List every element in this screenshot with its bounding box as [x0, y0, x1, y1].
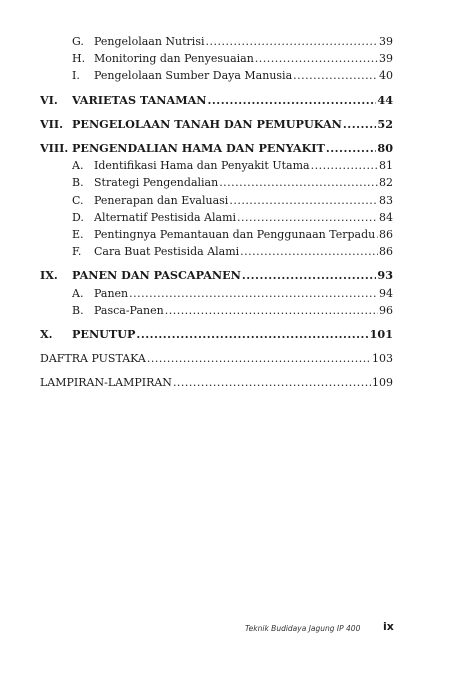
dot-leader — [136, 326, 368, 343]
toc-bibliography[interactable] — [40, 350, 393, 367]
dot-leader — [205, 33, 378, 50]
toc-entry-page: 96 — [379, 303, 393, 317]
appendix-page: 109 — [372, 376, 393, 390]
toc-entry-i[interactable] — [40, 67, 393, 84]
toc-entry-ix-a[interactable] — [40, 285, 393, 302]
toc-entry-page: 84 — [379, 210, 393, 224]
toc-entry-title: Penerapan dan Evaluasi — [94, 193, 229, 207]
toc-entry-title: Pentingnya Pemantauan dan Penggunaan Terpadu — [94, 228, 376, 242]
toc-chapter-x[interactable] — [40, 326, 393, 343]
toc-entry-h[interactable] — [40, 50, 393, 67]
toc-entry-page: 40 — [379, 69, 393, 83]
footer-page-number: ix — [383, 620, 394, 633]
toc-entry-letter: A. — [72, 286, 84, 300]
toc-entry-title: Identifikasi Hama dan Penyakit Utama — [94, 159, 310, 173]
dot-leader — [293, 67, 378, 84]
chapter-title: VARIETAS TANAMAN — [72, 92, 207, 107]
footer-book-title: Teknik Budidaya Jagung IP 400 — [245, 624, 361, 633]
toc-entry-letter: D. — [72, 210, 84, 224]
chapter-title: PENGELOLAAN TANAH DAN PEMUPUKAN — [72, 116, 342, 131]
toc-entry-letter: A. — [72, 159, 84, 173]
dot-leader — [240, 243, 378, 260]
dot-leader — [165, 302, 378, 319]
dot-leader — [242, 267, 377, 284]
dot-leader — [208, 92, 377, 109]
toc-entry-viii-c[interactable] — [40, 192, 393, 209]
toc-chapter-viii[interactable] — [40, 140, 393, 157]
chapter-title: PENUTUP — [72, 327, 136, 342]
toc-entry-viii-d[interactable] — [40, 209, 393, 226]
chapter-page: 80 — [377, 141, 393, 156]
chapter-page: 101 — [369, 327, 393, 342]
toc-entry-title: Pengelolaan Nutrisi — [94, 35, 205, 48]
toc-entry-viii-b[interactable] — [40, 174, 393, 191]
dot-leader — [326, 140, 377, 157]
toc-entry-letter: B. — [72, 176, 84, 190]
toc-entry-title: Alternatif Pestisida Alami — [94, 210, 237, 224]
toc-entry-page: 39 — [379, 52, 393, 66]
toc-chapter-ix[interactable] — [40, 267, 393, 284]
toc-entry-letter: E. — [72, 228, 84, 242]
appendix-title: LAMPIRAN-LAMPIRAN — [40, 376, 172, 390]
toc-entry-page: 83 — [379, 193, 393, 207]
dot-leader — [376, 226, 378, 243]
toc-entry-viii-e[interactable] — [40, 226, 393, 243]
toc-entry-viii-a[interactable] — [40, 157, 393, 174]
toc-entry-letter: F. — [72, 245, 82, 259]
dot-leader — [129, 285, 378, 302]
chapter-number: VI. — [40, 92, 58, 107]
chapter-number: VIII. — [40, 141, 69, 156]
chapter-title: PENGENDALIAN HAMA DAN PENYAKIT — [72, 141, 325, 156]
toc-entry-page: 39 — [379, 35, 393, 48]
toc-chapter-vii[interactable] — [40, 116, 393, 133]
toc-entry-title: Cara Buat Pestisida Alami — [94, 245, 240, 259]
toc-entry-letter: I. — [72, 69, 80, 83]
toc-appendix[interactable] — [40, 374, 393, 391]
dot-leader — [147, 350, 371, 367]
toc-entry-page: 86 — [379, 245, 393, 259]
chapter-page: 93 — [377, 268, 393, 283]
bibliography-page: 103 — [372, 352, 393, 366]
toc-entry-g[interactable] — [40, 33, 393, 50]
dot-leader — [255, 50, 378, 67]
toc-entry-title: Panen — [94, 286, 129, 300]
toc-entry-title: Monitoring dan Penyesuaian — [94, 52, 254, 66]
dot-leader — [311, 157, 378, 174]
toc-chapter-vi[interactable] — [40, 92, 393, 109]
dot-leader — [229, 192, 378, 209]
toc-entry-letter: H. — [72, 52, 86, 66]
toc-entry-viii-f[interactable] — [40, 243, 393, 260]
chapter-number: X. — [40, 327, 53, 342]
chapter-number: VII. — [40, 116, 64, 131]
toc-entry-letter: C. — [72, 193, 84, 207]
dot-leader — [219, 174, 378, 191]
toc-entry-page: 94 — [379, 286, 393, 300]
toc-entry-title: Pasca-Panen — [94, 303, 164, 317]
toc-entry-title: Strategi Pengendalian — [94, 176, 219, 190]
toc-entry-title: Pengelolaan Sumber Daya Manusia — [94, 69, 293, 83]
toc-entry-page: 82 — [379, 176, 393, 190]
toc-entry-letter: B. — [72, 303, 84, 317]
toc-entry-letter: G. — [72, 35, 84, 48]
toc-entry-ix-b[interactable] — [40, 302, 393, 319]
chapter-page: 44 — [377, 92, 393, 107]
bibliography-title: DAFTRA PUSTAKA — [40, 352, 146, 366]
toc-entry-page: 81 — [379, 159, 393, 173]
chapter-number: IX. — [40, 268, 58, 283]
table-of-contents — [40, 33, 393, 392]
dot-leader — [237, 209, 378, 226]
dot-leader — [343, 116, 377, 133]
dot-leader — [173, 374, 371, 391]
chapter-page: 52 — [377, 116, 393, 131]
chapter-title: PANEN DAN PASCAPANEN — [72, 268, 241, 283]
toc-entry-page: 86 — [379, 228, 393, 242]
